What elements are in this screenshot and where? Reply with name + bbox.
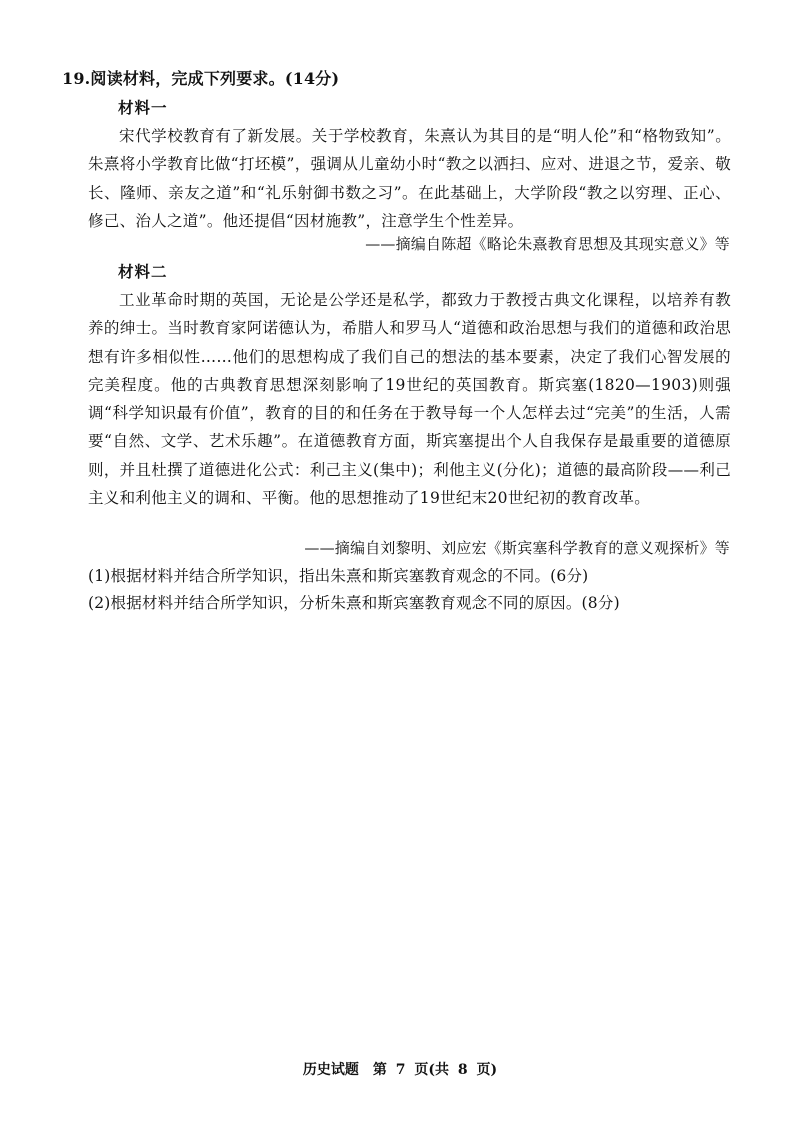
question-heading: 19.阅读材料，完成下列要求。(14分) xyxy=(62,69,340,88)
sub-question-2: (2)根据材料并结合所学知识，分析朱熹和斯宾塞教育观念不同的原因。(8分) xyxy=(88,594,620,612)
material-one-text: 宋代学校教育有了新发展。关于学校教育，朱熹认为其目的是“明人伦”和“格物致知”。朱熹将小学教育比做“打坯模”，强调从儿童幼小时“教之以洒扫、应对、进退之节，爱亲、敬长、隆师、亲友之道”和“礼乐射御书数之习”。在此基础上，大学阶段“教之以穷理、正心、修己、治人之道”。他还提倡“因材施教”，注意学生个性差异。 xyxy=(88,127,731,230)
page-footer: 历史试题 第 7 页(共 8 页) xyxy=(302,1062,498,1078)
material-two-title: 材料二 xyxy=(118,262,168,281)
sub-question-1: (1)根据材料并结合所学知识，指出朱熹和斯宾塞教育观念的不同。(6分) xyxy=(88,567,589,585)
material-one-source: ——摘编自陈超《略论朱熹教育思想及其现实意义》等 xyxy=(365,235,730,253)
material-one-title: 材料一 xyxy=(118,98,168,117)
material-two-source: ——摘编自刘黎明、刘应宏《斯宾塞科学教育的意义观探析》等 xyxy=(304,539,730,557)
material-two-text: 工业革命时期的英国，无论是公学还是私学，都致力于教授古典文化课程，以培养有教养的绅士。当时教育家阿诺德认为，希腊人和罗马人“道德和政治思想与我们的道德和政治思想有许多相似性……他们的思想构成了我们自己的想法的基本要素，决定了我们心智发展的完美程度。他的古典教育思想深刻影响了19世纪的英国教育。斯宾塞(1820—1903)则强调“科学知识最有价值”，教育的目的和任务在于教导每一个人怎样去过“完美”的生活，人需要“自然、文学、艺术乐趣”。在道德教育方面，斯宾塞提出个人自我保存是最重要的道德原则，并且杜撰了道德进化公式：利己主义(集中)；利他主义(分化)；道德的最高阶段——利己主义和利他主义的调和、平衡。他的思想推动了19世纪末20世纪初的教育改革。 xyxy=(88,291,731,508)
